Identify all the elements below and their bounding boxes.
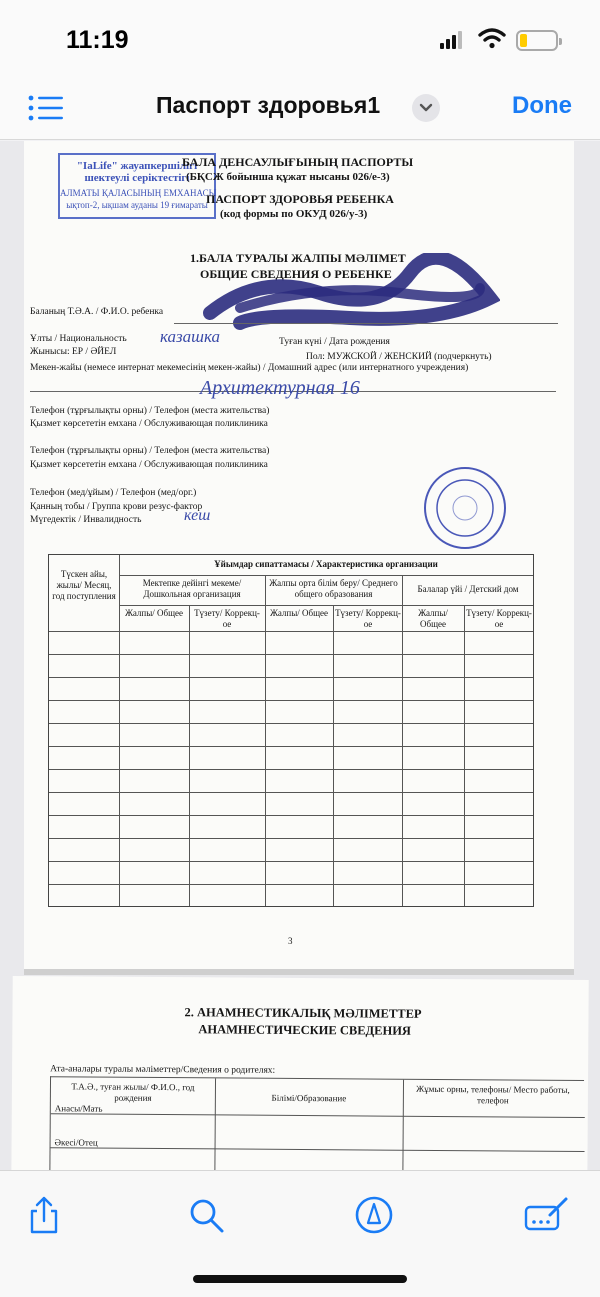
sub-general-2: Жалпы/ Общее (269, 608, 329, 618)
field-sex-label-kz: Жынысы: ЕР / ӘЙЕЛ (30, 347, 117, 357)
parents-label: Ата-аналары туралы мәліметтер/Сведения о родителях: (50, 1064, 276, 1076)
round-seal (420, 463, 510, 553)
document-page-2 (11, 976, 588, 1170)
field-phone1-label: Телефон (тұрғылықты орны) / Телефон (места жительства) (30, 406, 270, 416)
col-work: Жұмыс орны, телефоны/ Место работы, телефон (416, 1083, 570, 1106)
form-code-ru: (код формы по ОКУД 026/у-3) (220, 208, 368, 220)
col-fio: Т.А.Ә., туған жылы/ Ф.И.О., год рождения (71, 1081, 195, 1103)
section2-title-kz: 2. АНАМНЕСТИКАЛЫҚ МӘЛІМЕТТЕР (184, 1005, 422, 1021)
sub-correct-1: Түзету/ Коррекц-ое (194, 608, 260, 629)
field-birth-date-label: Туған күні / Дата рождения (279, 337, 390, 347)
field-address-value: Архитектурная 16 (200, 377, 360, 399)
document-title[interactable]: Паспорт здоровья1 (156, 92, 381, 118)
parents-table (49, 1076, 584, 1170)
edit-icon[interactable] (524, 1195, 570, 1235)
battery-icon (516, 30, 558, 51)
share-icon[interactable] (24, 1195, 64, 1235)
status-time: 11:19 (66, 26, 129, 54)
sub-correct-2: Түзету/ Коррекц-ое (335, 608, 401, 629)
sub-general-3: Жалпы/ Общее (418, 608, 448, 629)
organizations-table (48, 554, 534, 907)
col-education: Білімі/Образование (271, 1092, 347, 1104)
header-kz: БАЛА ДЕНСАУЛЫҒЫНЫҢ ПАСПОРТЫ (182, 155, 414, 169)
section1-title-kz: 1.БАЛА ТУРАЛЫ ЖАЛПЫ МӘЛІМЕТ (190, 251, 406, 265)
field-phone2-label: Телефон (тұрғылықты орны) / Телефон (места жительства) (30, 446, 270, 456)
field-clinic2-label: Қызмет көрсететін емхана / Обслуживающая поликлиника (30, 460, 268, 470)
col-preschool: Мектепке дейінгі мекеме/ Дошкольная организация (142, 578, 242, 599)
col-group-header: Ұйымдар сипаттамасы / Характеристика организации (214, 559, 438, 569)
document-page-1 (24, 141, 574, 971)
chevron-down-icon (412, 94, 440, 122)
header-ru: ПАСПОРТ ЗДОРОВЬЯ РЕБЕНКА (206, 192, 394, 206)
col-arrival-date: Түскен айы, жылы/ Месяц, год поступления (52, 569, 116, 601)
col-orphanage: Балалар үйі / Детский дом (417, 584, 519, 594)
field-blood-label: Қанның тобы / Группа крови резус-фактор (30, 502, 203, 512)
section1-title-ru: ОБЩИЕ СВЕДЕНИЯ О РЕБЕНКЕ (200, 267, 392, 281)
field-nationality-label: Ұлты / Национальность (30, 334, 127, 344)
field-nationality-value: казашка (160, 327, 221, 346)
status-bar (0, 0, 600, 80)
sub-general-1: Жалпы/ Общее (124, 608, 184, 618)
search-icon[interactable] (186, 1195, 226, 1235)
navigation-bar (0, 80, 600, 140)
form-code-kz: (БҚСЖ бойынша құжат нысаны 026/е-3) (186, 171, 390, 183)
document-viewer[interactable] (0, 141, 600, 1170)
row-mother: Анасы/Мать (54, 1103, 103, 1114)
title-menu-button[interactable] (412, 94, 440, 122)
done-button[interactable]: Done (512, 92, 572, 119)
wifi-icon (478, 27, 506, 49)
field-phone-med-label: Телефон (мед/ұйым) / Телефон (мед/орг.) (30, 488, 197, 498)
row-father: Әкесі/Отец (54, 1137, 98, 1148)
field-clinic1-label: Қызмет көрсететін емхана / Обслуживающая поликлиника (30, 419, 268, 429)
page-number: 3 (288, 936, 293, 946)
field-address-label: Мекен-жайы (немесе интернат мекемесінің мекен-жайы) / Домашний адрес (или интернатного учреждения) (30, 363, 469, 373)
sub-correct-3: Түзету/ Коррекц-ое (466, 608, 532, 629)
field-name-label: Баланың Т.Ә.А. / Ф.И.О. ребенка (30, 307, 164, 317)
field-sex-label-ru: Пол: МУЖСКОЙ / ЖЕНСКИЙ (подчеркнуть) (306, 352, 492, 362)
list-icon[interactable] (28, 94, 64, 122)
home-indicator[interactable] (193, 1275, 407, 1283)
cellular-signal-icon (440, 31, 464, 49)
clinic-stamp: "IaLife" жауапкершілігі шектеулі серіктестігі АЛМАТЫ ҚАЛАСЫНЫҢ ЕМХАНАСЫ ықтоп-2, ықшам ауданы 19 ғимараты (58, 153, 216, 219)
section2-title-ru: АНАМНЕСТИЧЕСКИЕ СВЕДЕНИЯ (198, 1022, 412, 1038)
field-disability-label: Мүгедектік / Инвалидность (30, 515, 142, 525)
markup-icon[interactable] (354, 1195, 394, 1235)
redaction-scribble (200, 253, 500, 333)
field-disability-value: кеш (184, 507, 211, 524)
bottom-toolbar (0, 1170, 600, 1297)
col-secondary: Жалпы орта білім беру/ Среднего общего образования (269, 578, 398, 599)
